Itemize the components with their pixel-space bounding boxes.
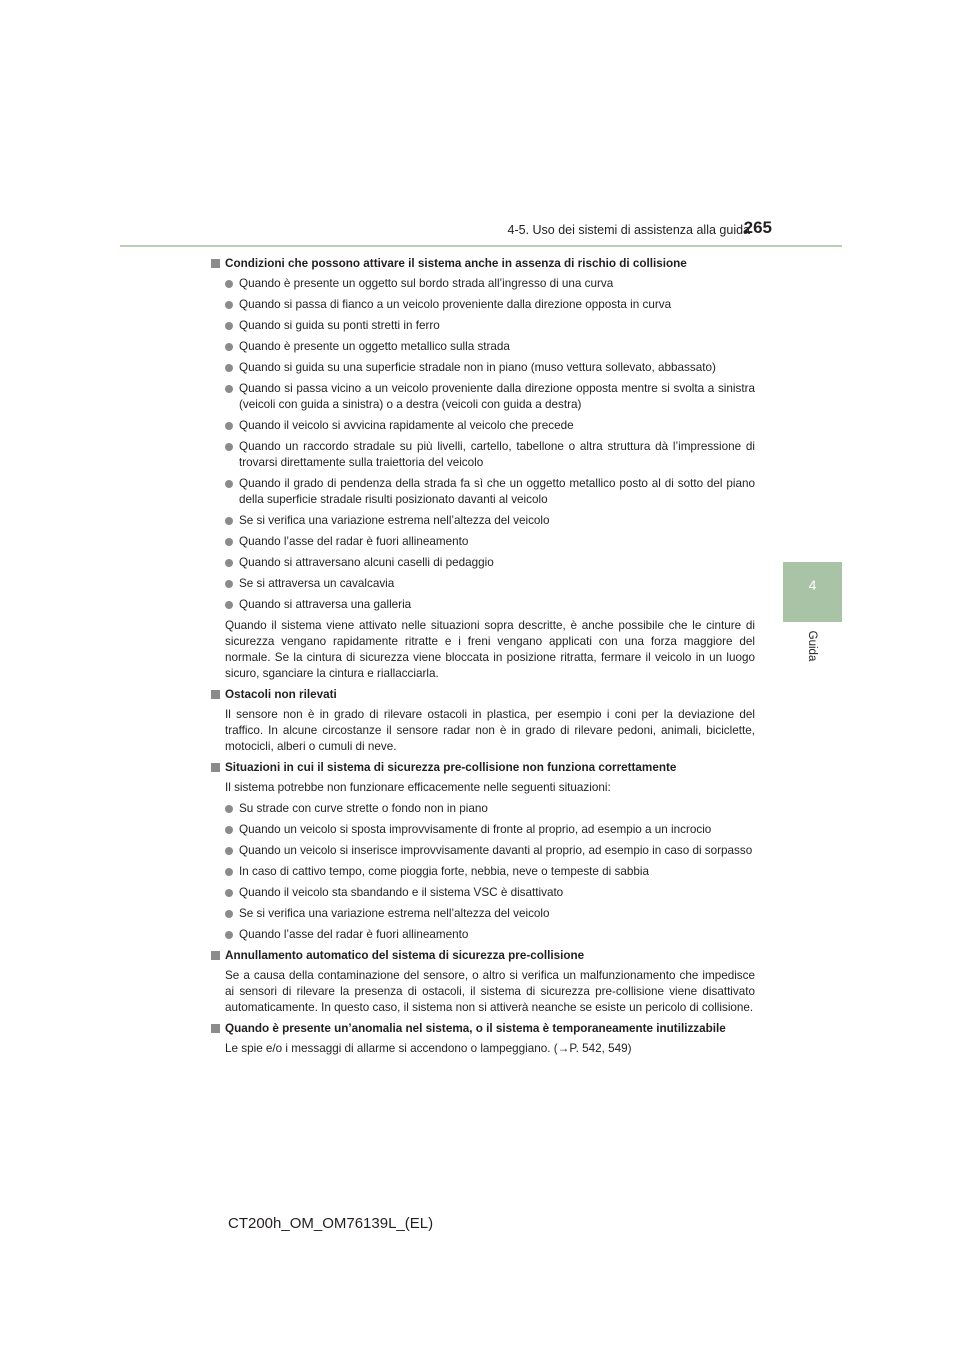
circle-bullet-icon bbox=[225, 443, 233, 451]
circle-bullet-icon bbox=[225, 910, 233, 918]
list-item-text: Quando è presente un oggetto sul bordo strada all’ingresso di una curva bbox=[239, 277, 614, 290]
list-item-text: Se si attraversa un cavalcavia bbox=[239, 577, 395, 590]
list-item-text: Quando è presente un oggetto metallico sulla strada bbox=[239, 340, 510, 353]
list-item-text: Quando si guida su una superficie stradale non in piano (muso vettura sollevato, abbassato) bbox=[239, 361, 716, 374]
chapter-label bbox=[805, 628, 819, 668]
list-item bbox=[211, 439, 755, 471]
circle-bullet-icon bbox=[225, 343, 233, 351]
list-item-text: Quando l’asse del radar è fuori allineamento bbox=[239, 535, 469, 548]
section-heading-text: Quando è presente un’anomalia nel sistema, o il sistema è temporaneamente inutilizzabile bbox=[225, 1022, 726, 1035]
paragraph-text: Il sensore non è in grado di rilevare ostacoli in plastica, per esempio i coni per la deviazione del traffico. In alcune circostanze il sensore radar non è in grado di rilevare pedoni, animali, biciclette, motocicli, alberi o cumuli di neve. bbox=[225, 708, 755, 753]
paragraph bbox=[211, 780, 755, 796]
list-item bbox=[211, 927, 755, 943]
paragraph-text: Quando il sistema viene attivato nelle situazioni sopra descritte, è anche possibile che le cinture di sicurezza vengano rapidamente ritratte e i freni vengano applicati con una forza maggiore del normale. Se la cintura di sicurezza viene bloccata in posizione ritratta, fermare il veicolo in un luogo sicuro, sganciare la cintura e riallacciarla. bbox=[225, 619, 755, 680]
chapter-tab[interactable] bbox=[783, 562, 842, 622]
list-item bbox=[211, 476, 755, 508]
square-bullet-icon bbox=[211, 1024, 220, 1033]
section-heading-text: Situazioni in cui il sistema di sicurezza pre-collisione non funziona correttamente bbox=[225, 761, 677, 774]
circle-bullet-icon bbox=[225, 385, 233, 393]
circle-bullet-icon bbox=[225, 480, 233, 488]
circle-bullet-icon bbox=[225, 805, 233, 813]
square-bullet-icon bbox=[211, 763, 220, 772]
list-item bbox=[211, 339, 755, 355]
list-item-text: Se si verifica una variazione estrema nell’altezza del veicolo bbox=[239, 514, 550, 527]
list-item bbox=[211, 906, 755, 922]
chapter-label-text: Guida bbox=[806, 630, 818, 662]
list-item bbox=[211, 822, 755, 838]
circle-bullet-icon bbox=[225, 538, 233, 546]
square-bullet-icon bbox=[211, 259, 220, 268]
list-item bbox=[211, 381, 755, 413]
paragraph bbox=[211, 707, 755, 755]
list-item-text: Su strade con curve strette o fondo non in piano bbox=[239, 802, 488, 815]
circle-bullet-icon bbox=[225, 580, 233, 588]
circle-bullet-icon bbox=[225, 280, 233, 288]
list-item-text: Quando l’asse del radar è fuori allineamento bbox=[239, 928, 469, 941]
square-bullet-icon bbox=[211, 690, 220, 699]
section-heading bbox=[211, 1021, 755, 1037]
circle-bullet-icon bbox=[225, 826, 233, 834]
circle-bullet-icon bbox=[225, 301, 233, 309]
circle-bullet-icon bbox=[225, 364, 233, 372]
circle-bullet-icon bbox=[225, 322, 233, 330]
list-item bbox=[211, 297, 755, 313]
list-item-text: Quando si passa di fianco a un veicolo proveniente dalla direzione opposta in curva bbox=[239, 298, 672, 311]
list-item bbox=[211, 555, 755, 571]
list-item bbox=[211, 801, 755, 817]
section-heading-text: Condizioni che possono attivare il sistema anche in assenza di rischio di collisione bbox=[225, 257, 687, 270]
list-item bbox=[211, 885, 755, 901]
paragraph bbox=[211, 1041, 755, 1057]
paragraph-text: Il sistema potrebbe non funzionare efficacemente nelle seguenti situazioni: bbox=[225, 781, 611, 794]
section-heading bbox=[211, 256, 755, 272]
paragraph-text: Le spie e/o i messaggi di allarme si accendono o lampeggiano. (→P. 542, 549) bbox=[225, 1042, 632, 1055]
paragraph bbox=[211, 968, 755, 1016]
circle-bullet-icon bbox=[225, 517, 233, 525]
header-divider bbox=[120, 245, 842, 247]
list-item bbox=[211, 418, 755, 434]
document-code: CT200h_OM_OM76139L_(EL) bbox=[228, 1215, 434, 1232]
circle-bullet-icon bbox=[225, 559, 233, 567]
list-item-text: Se si verifica una variazione estrema nell’altezza del veicolo bbox=[239, 907, 550, 920]
list-item bbox=[211, 534, 755, 550]
list-item-text: Quando il veicolo si avvicina rapidamente al veicolo che precede bbox=[239, 419, 574, 432]
list-item-text: Quando si attraversano alcuni caselli di pedaggio bbox=[239, 556, 494, 569]
list-item-text: Quando un veicolo si sposta improvvisamente di fronte al proprio, ad esempio a un incrocio bbox=[239, 823, 712, 836]
list-item bbox=[211, 360, 755, 376]
circle-bullet-icon bbox=[225, 422, 233, 430]
list-item-text: Quando un raccordo stradale su più livelli, cartello, tabellone o altra struttura dà l’impressione di trovarsi direttamente sulla traiettoria del veicolo bbox=[239, 440, 755, 469]
circle-bullet-icon bbox=[225, 931, 233, 939]
circle-bullet-icon bbox=[225, 601, 233, 609]
section-heading bbox=[211, 948, 755, 964]
circle-bullet-icon bbox=[225, 847, 233, 855]
list-item-text: Quando il veicolo sta sbandando e il sistema VSC è disattivato bbox=[239, 886, 564, 899]
section-heading-text: Annullamento automatico del sistema di sicurezza pre-collisione bbox=[225, 949, 585, 962]
circle-bullet-icon bbox=[225, 889, 233, 897]
list-item-text: Quando si passa vicino a un veicolo proveniente dalla direzione opposta mentre si svolta a sinistra (veicoli con guida a sinistra) o a destra (veicoli con guida a destra) bbox=[239, 382, 755, 411]
section-heading bbox=[211, 760, 755, 776]
section-title: 4-5. Uso dei sistemi di assistenza alla guida bbox=[507, 223, 750, 237]
list-item-text: In caso di cattivo tempo, come pioggia forte, nebbia, neve o tempeste di sabbia bbox=[239, 865, 649, 878]
list-item-text: Quando un veicolo si inserisce improvvisamente davanti al proprio, ad esempio in caso di sorpasso bbox=[239, 844, 753, 857]
list-item bbox=[211, 597, 755, 613]
page-number: 265 bbox=[743, 218, 772, 237]
list-item-text: Quando il grado di pendenza della strada fa sì che un oggetto metallico posto al di sotto del piano della superficie stradale risulti posizionato davanti al veicolo bbox=[239, 477, 755, 506]
square-bullet-icon bbox=[211, 951, 220, 960]
page-header bbox=[120, 218, 842, 244]
list-item bbox=[211, 318, 755, 334]
list-item bbox=[211, 576, 755, 592]
list-item-text: Quando si attraversa una galleria bbox=[239, 598, 412, 611]
paragraph-text: Se a causa della contaminazione del sensore, o altro si verifica un malfunzionamento che impedisce ai sensori di rilevare la presenza di ostacoli, il sistema di sicurezza pre-collisione viene disattivato automaticamente. In questo caso, il sistema non si attiverà neanche se esiste un pericolo di collisione. bbox=[225, 969, 755, 1014]
page-content bbox=[211, 256, 755, 1062]
paragraph bbox=[211, 618, 755, 682]
chapter-number: 4 bbox=[808, 577, 817, 593]
list-item bbox=[211, 513, 755, 529]
list-item bbox=[211, 843, 755, 859]
section-heading bbox=[211, 687, 755, 703]
list-item bbox=[211, 864, 755, 880]
list-item bbox=[211, 276, 755, 292]
section-heading-text: Ostacoli non rilevati bbox=[225, 688, 337, 701]
circle-bullet-icon bbox=[225, 868, 233, 876]
list-item-text: Quando si guida su ponti stretti in ferro bbox=[239, 319, 440, 332]
